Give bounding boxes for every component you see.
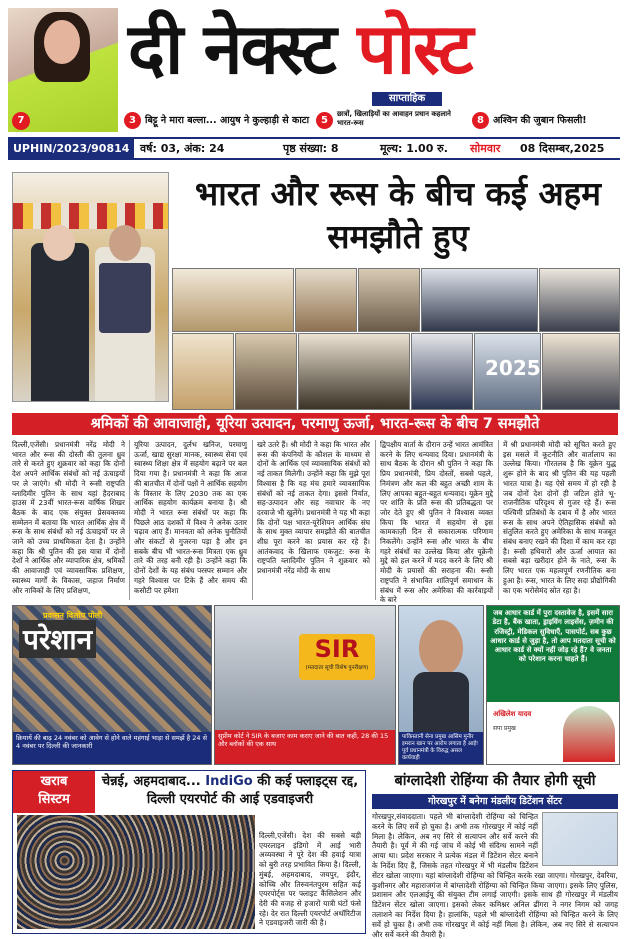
masthead-title-red: पोस्ट <box>357 8 472 90</box>
lead-subheadline: श्रमिकों की आवाजाही, यूरिया उत्पादन, परमाणु ऊर्जा, भारत-रूस के बीच 7 समझौते <box>12 413 618 435</box>
gallery-photo-8 <box>298 333 410 410</box>
masthead-title <box>128 6 623 92</box>
gallery-photo-2 <box>295 268 357 332</box>
indigo-story <box>12 770 366 934</box>
promo-pareshan[interactable] <box>12 605 212 765</box>
gallery-photo-4 <box>421 268 538 332</box>
rohingya-headline: बांग्लादेशी रोहिंग्या की तैयार होगी सूची <box>394 773 596 789</box>
issue-info-bar <box>8 137 620 160</box>
article-column-2: यूरिया उत्पादन, दुर्लभ खनिज, परमाणु ऊर्जा, खाद्य सुरक्षा मानक, स्वास्थ्य सेवा एवं स्वास्थ्य शिक्षा क्षेत्र में सहयोग बढ़ाने पर बल दिया गया है। प्रधानमंत्री ने कहा कि आज की बातचीत में दोनों पक्षों ने आर्थिक सहयोग के विस्तार के लिए 2030 तक का एक आर्थिक सहयोग कार्यक्रम बनाया है। श्री मोदी ने भारत रूस संबंधों पर कहा कि पिछले आठ दशकों में विश्व ने अनेक उतार चढ़ाव आए हैं। मानवता को अनेक चुनौतियों और संकटों से गुजरना पड़ा है और इन सबके बीच भी भारत-रूस मित्रता एक ध्रुव तारे की तरह बनी रही है। उन्होंने कहा कि दोनों देशों के यह संबंध परस्पर सम्मान और गहरे विश्वास पर टिके हैं और समय की कसौटी पर हमेशा <box>134 440 247 595</box>
lead-headline: भारत और रूस के बीच कई अहम समझौते हुए <box>195 174 601 256</box>
registration-number: UPHIN/2023/90814 <box>8 139 134 158</box>
article-column-5: में श्री प्रधानमंत्री मोदी को सूचित करते हुए इस मसले में कूटनीति और वार्तालाप का उल्लेख किया। गौरतलब है कि यूक्रेन युद्ध शुरू होने के बाद श्री पुतिन की यह पहली भारत यात्रा है। यह ऐसे समय में हो रही है जब दोनों देश दोनों ही जटिल होते भू-राजनीतिक परिदृश्य से गुजर रहे हैं। रूस पश्चिमी प्रतिबंधों के दबाव में है और भारत रूस के साथ अपने ऐतिहासिक संबंधों को संतुलित करते हुए अमेरिका के साथ मजबूत संबंध बनाए रखने की दिशा में काम कर रहा है। रूसी हथियारों और ऊर्जा आयात का सबसे बड़ा खरीदार होने के नाते, रूस के लिए भारत एक महत्वपूर्ण रणनीतिक बना हुआ है। रूस, भारत के लिए सदा प्रौद्योगिकी का एक भरोसेमंद स्रोत रहा है। <box>503 440 616 595</box>
sir-caption: सुप्रीम कोर्ट ने SIR के बजाए काम कराए जाने की बात कही, 28 की 15 और ब्लॉकों की एक साथ <box>215 730 395 764</box>
lead-photo-handshake <box>12 172 169 402</box>
pareshan-caption: क्रियायें की बाढ़ 24 नवंबर को आवेग से होने वाले महंगाई भाड़ा से समझें है 24 से 4 नवंबर पर दिल्ली की जानकारी <box>13 732 211 764</box>
pareshan-title: परेशान <box>19 620 96 658</box>
volume-issue: वर्ष: 03, अंक: 24 <box>140 142 225 155</box>
price: मूल्य: 1.00 रु. <box>380 142 448 155</box>
promo-imran[interactable] <box>398 605 484 765</box>
sir-badge: SIR (मतदाता सूची विशेष पुनरीक्षण) <box>299 634 375 680</box>
pareshan-label: प्रवासन विलोप पोली <box>43 611 103 620</box>
lead-photo-gallery <box>172 268 618 408</box>
gallery-year-text: 2025 <box>485 356 541 380</box>
indigo-brand: IndiGo <box>205 774 253 789</box>
indigo-article-body: दिल्ली,एजेंसी। देश की सबसे बड़ी एयरलाइन इंडिगो में आई भारी अव्यवस्था ने पूरे देश की हवाई यात्रा को बुरी तरह प्रभावित किया है। दिल्ली, मुंबई, अहमदाबाद, जयपुर, इंदौर, कोच्चि और तिरुवनंतपुरम सहित कई एयरपोर्ट्स पर फ्लाइट कैंसिलेशन और देरी की वजह से हजारों यात्री घंटों फंसे रहे। देर रात दिल्ली एयरपोर्ट अथॉरिटीज ने एडवाइजरी जारी की है। <box>259 831 361 928</box>
teaser-8[interactable]: 8 अश्विन की जुबान फिसली! <box>472 110 620 132</box>
gallery-photo-7 <box>235 333 297 410</box>
teaser-3[interactable]: 3 बिट्टू ने मारा बल्ला... आयुष ने कुल्हाड़ी से काटा <box>124 110 309 132</box>
gallery-photo-3 <box>358 268 420 332</box>
gallery-photo-1 <box>172 268 294 332</box>
lead-article-columns <box>12 440 618 605</box>
gallery-photo-9 <box>411 333 473 410</box>
promo-sir[interactable] <box>214 605 396 765</box>
page-count: पृष्ठ संख्या: 8 <box>283 142 339 155</box>
article-column-3: खरे उतरे हैं। श्री मोदी ने कहा कि भारत और रूस की कंपनियों के कौशल के माध्यम से दोनों के आर्थिक एवं व्यावसायिक संबंधों को नई ताकत मिलेगी। उन्होंने कहा कि मुझे पूरा विश्वास है कि यह मंच हमारे व्यावसायिक संबंधों को नई ताकत देगा। इससे निर्यात, सह-उत्पादन और सह नवाचार के नए दरवाजे भी खुलेंगे। प्रधानमंत्री ने यह भी कहा कि दोनों पक्ष भारत-यूरेशियन आर्थिक संघ के साथ मुक्त व्यापार समझौते की बातचीत शीघ्र पूरा करने का प्रयास कर रहे हैं। आतंकवाद के खिलाफ एकजुट: रूस के राष्ट्रपति व्लादिमीर पुतिन ने शुक्रवार को प्रधानमंत्री नरेंद्र मोदी के साथ <box>257 440 370 576</box>
issue-date: 08 दिसम्बर,2025 <box>520 142 605 155</box>
aadhar-quote-text: जब आधार कार्ड में पुरा दस्तावेज है, इसमें सारा डेटा है, बैंक खाता, ड्राइविंग लाइसेंस, ज़मीन की रजिस्ट्री, मेडिकल सुविधाएँ, पासपोर्ट, सब कुछ आधार कार्ड से जुड़ा है, तो आप मतदाता सूची को आधार कार्ड से क्यों नहीं जोड़ रहे हैं? वे जनता को परेशान करना चाहते हैं। <box>487 606 619 702</box>
rohingya-article-body: गोरखपुर,संवाददाता। पहले भी बांग्लादेशी रोहिंग्या को चिन्हित करने के लिए सर्वे हो चुका है। अभी तक गोरखपुर में कोई नहीं मिला है। लेकिन, अब नए सिरे से सत्यापन और सर्वे करने की तैयारी है। पूर्व में की गई जांच में कोई भी संदिग्ध सामने नहीं आया था। प्रदेश सरकार ने प्रत्येक मंडल में डिटेंशन सेंटर बनाने के निर्देश दिए हैं, जिसके तहत गोरखपुर में भी मंडलीय डिटेंशन सेंटर खोला जाएगा। यहां बांग्लादेशी रोहिंग्या को चिन्हित करके रखा जाएगा। गोरखपुर, देवरिया, कुशीनगर और महाराजगंज में बांग्लादेशी रोहिंग्या को चिन्हित किया जाएगा। इसके लिए पुलिस, प्रशासन और एलआईयू की संयुक्त टीम लगाई जाएगी। इसके साथ ही गोरखपुर में मंडलीय डिटेंशन सेंटर खोला जाएगा। इसको लेकर कमिश्नर अनिल ढींगरा ने नगर निगम को जगह तलाशने का निर्देश दिया है। हालांकि, पहले भी बांग्लादेशी रोहिंग्या को चिन्हित करने के लिए सर्वे हो चुका है। अभी तक गोरखपुर में कोई नहीं मिला है। लेकिन, अब नए सिरे से सत्यापन और सर्वे करने की तैयारी है। <box>372 812 618 939</box>
rohingya-article <box>372 812 618 939</box>
article-column-1: दिल्ली,एजेंसी। प्रधानमंत्री नरेंद्र मोदी ने भारत और रूस की दोस्ती की तुलना ध्रुव तारे से करते हुए शुक्रवार को कहा कि दोनों देश अपने आर्थिक संबंधों को नई ऊंचाइयों पर ले जाएंगे। श्री मोदी ने रूसी राष्ट्रपति व्लादिमीर पुतिन के साथ यहां हैदराबाद हाउस में 23वीं भारत-रूस वार्षिक शिखर बैठक के बाद एक संयुक्त प्रेसवक्तव्य सम्मेलन में बताया कि भारत आर्थिक क्षेत्र में रूस के साथ संबंधों को नई ऊंचाइयों पर ले जाने को उच्च प्राथमिकता देता है। उन्होंने कहा कि श्री पुतिन की इस यात्रा में दोनों देशों ने आर्थिक और व्यापारिक क्षेत्र, श्रमिकों की आवाजाही एवं व्यावसायिक प्रशिक्षण, स्वास्थ्य मार्गों के विकास, जहाज निर्माण और नाविकों के लिए प्रशिक्षण, <box>12 440 125 595</box>
teaser-badge-7: 7 <box>12 112 30 130</box>
imran-caption: पाकिस्तानी सेना प्रमुख आसिम मुनीर इमरान खान पर आरोप लगाता है आई! पूर्व प्रधानमंत्री के विरुद्ध असल कार्यवाही <box>399 732 483 764</box>
gallery-photo-6 <box>172 333 234 410</box>
indigo-section-label: खराब सिस्टम <box>13 771 95 813</box>
gallery-photo-10 <box>474 333 541 410</box>
promo-band <box>12 605 618 765</box>
article-column-4: द्विपक्षीय वार्ता के दौरान उन्हें भारत आमंत्रित करने के लिए धन्यवाद दिया। प्रधानमंत्री के साथ बैठक के दौरान श्री पुतिन ने कहा कि प्रिय प्रधानमंत्री, प्रिय दोस्तों, सबसे पहले, निमंत्रण और कल की बहुत अच्छी शाम के लिए आपका बहुत-बहुत धन्यवाद। यूक्रेन मुद्दे पर शांति के प्रति रूस की प्रतिबद्धता पर जोर देते हुए श्री पुतिन ने विश्वास व्यक्त किया कि भारत में सहयोग से इस कामकाज़ी दिन से सकारात्मक परिणाम निकलेंगे। उन्होंने रूस और भारत के बीच गहरे संबंधों का उल्लेख किया और यूक्रेनी मुद्दे को हल करने में मदद करने के लिए श्री मोदी के प्रयासों की सराहना की। रूसी राष्ट्रपति ने संभावित शांतिपूर्ण समाधान के संबंध में रूस और अमेरिका की कार्रवाइयों के बारे <box>380 440 493 605</box>
airport-crowd-photo <box>17 815 255 929</box>
weekday: सोमवार <box>470 142 501 155</box>
author-photo <box>563 706 615 762</box>
masthead-title-black: दी नेक्स्ट <box>128 8 358 90</box>
rohingya-document-photo <box>542 812 618 866</box>
gallery-photo-11 <box>542 333 620 410</box>
quote-author: अखिलेश यादव <box>493 710 532 718</box>
rohingya-story <box>372 770 618 939</box>
frequency-badge: साप्ताहिक <box>372 92 442 106</box>
teaser-row <box>120 110 620 132</box>
quote-author-role: सपा प्रमुख <box>493 725 516 732</box>
teaser-5[interactable]: 5 छात्रों, खिलाड़ियों का आवाहन प्रधान कहलाने भारत-रूस <box>316 110 468 132</box>
gallery-photo-5 <box>539 268 620 332</box>
indigo-headline: चेन्नई, अहमदाबाद... IndiGo की कई फ्लाइट्स रद्द, दिल्ली एयरपोर्ट की आई एडवाइजरी <box>101 774 359 807</box>
rohingya-subheadline: गोरखपुर में बनेगा मंडलीय डिटेंशन सेंटर <box>372 794 618 809</box>
promo-aadhar-quote[interactable] <box>486 605 620 765</box>
